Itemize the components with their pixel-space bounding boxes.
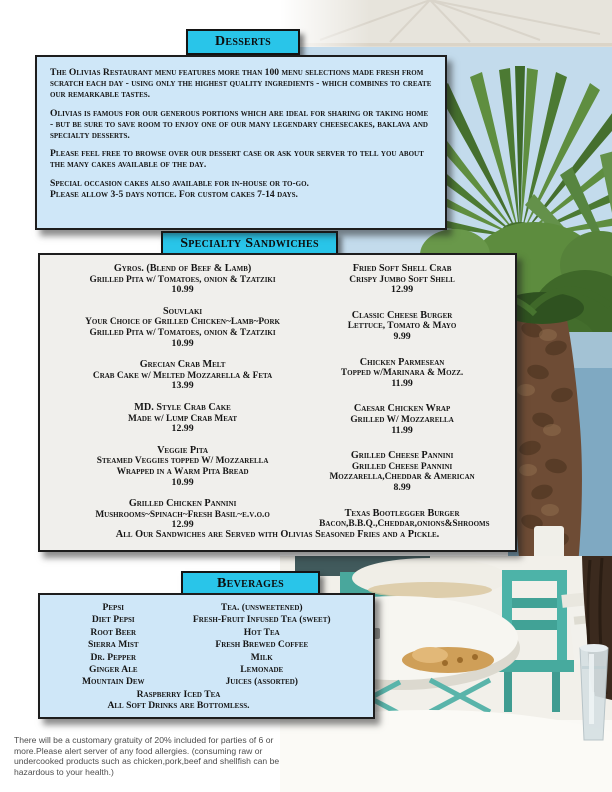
item-desc: Crispy Jumbo Soft Shell xyxy=(349,274,455,285)
item-price: 11.99 xyxy=(391,424,413,436)
desserts-panel xyxy=(35,55,447,230)
item-desc: Grilled W/ Mozzarella xyxy=(350,414,454,425)
item-name: Caesar Chicken Wrap xyxy=(353,403,451,415)
sandwiches-left-column xyxy=(46,264,319,545)
item-name: Texas Bootlegger Burger xyxy=(344,507,460,519)
item-desc: Grilled Pita w/ Tomatoes, onion & Tzatziki xyxy=(89,327,276,338)
desserts-paragraph: Please feel free to browse over our dessert case or ask your server to tell you about the many cakes available of the day. xyxy=(50,148,424,171)
menu-item xyxy=(46,264,319,296)
item-desc: Topped w/Marinara & Mozz. xyxy=(340,368,464,379)
beverage-item: Ginger Ale xyxy=(88,664,138,676)
menu-item xyxy=(319,451,485,493)
item-price: 11.99 xyxy=(391,377,413,389)
item-desc: Bacon,B.B.Q.,Cheddar,onions&Shrooms xyxy=(319,519,490,530)
item-price: 12.99 xyxy=(171,423,194,435)
section-header-desserts xyxy=(186,29,300,55)
menu-item xyxy=(319,264,485,296)
sandwiches-panel xyxy=(38,253,517,552)
item-name: Classic Cheese Burger xyxy=(351,309,453,321)
menu-item xyxy=(319,311,485,343)
section-title: Specialty Sandwiches xyxy=(180,236,319,251)
item-price: 8.99 xyxy=(393,481,411,493)
menu-item xyxy=(46,403,319,435)
sandwiches-right-column xyxy=(319,264,509,545)
desserts-paragraph: Olivias is famous for our generous portions which are ideal for sharing or taking home - but be sure to save room to enjoy one of our many legendary cheesecakes, baklava and specialty desserts. xyxy=(50,107,429,141)
item-desc: Lettuce, Tomato & Mayo xyxy=(347,321,457,332)
beverage-item: Mountain Dew xyxy=(81,676,145,688)
item-desc: Mozzarella,Cheddar & American xyxy=(329,472,475,483)
beverage-item: Sierra Mist xyxy=(87,639,139,651)
item-name: Fried Soft Shell Crab xyxy=(352,263,452,274)
item-desc: Crab Cake w/ Melted Mozzarella & Feta xyxy=(92,370,273,381)
menu-item xyxy=(319,404,485,436)
beverage-item: Fresh Brewed Coffee xyxy=(215,639,309,651)
item-desc: Mushrooms~Spinach~Fresh Basil~e.v.o.o xyxy=(95,509,270,520)
gratuity-disclaimer: There will be a customary gratuity of 20% included for parties of 6 or more.Please alert server of any food allergies. (consuming raw or undercooked products such as chicken,pork,beef and shellfish can be hazardous to your health.) xyxy=(14,735,280,777)
menu-item xyxy=(319,358,485,390)
beverage-item: Raspberry Iced Tea xyxy=(136,688,221,700)
beverage-item: Hot Tea xyxy=(243,626,280,638)
item-desc: Steamed Veggies topped W/ Mozzarella xyxy=(96,456,269,467)
item-name: Gyros. (Blend of Beef & Lamb) xyxy=(113,263,252,274)
beverage-item: Lemonade xyxy=(240,664,284,676)
item-price: 13.99 xyxy=(171,380,194,392)
beverage-item: Pepsi xyxy=(102,602,124,613)
beverage-item: Tea. (unsweetened) xyxy=(220,602,303,613)
item-name: Veggie Pita xyxy=(157,444,209,456)
menu-item xyxy=(319,507,490,530)
menu-item xyxy=(46,360,319,392)
sandwiches-footer: All Our Sandwiches are Served with Olivias Seasoned Fries and a Pickle. xyxy=(115,529,440,540)
item-price: 9.99 xyxy=(393,330,411,342)
beverage-item: Dr. Pepper xyxy=(90,651,137,663)
beverage-item: Fresh-Fruit Infused Tea (sweet) xyxy=(192,614,331,626)
item-desc: Made w/ Lump Crab Meat xyxy=(128,413,238,424)
item-name: MD. Style Crab Cake xyxy=(134,401,231,413)
beverages-left-column xyxy=(40,602,187,689)
section-title: Desserts xyxy=(214,34,272,49)
item-desc: Grilled Pita w/ Tomatoes, onion & Tzatziki xyxy=(89,274,276,285)
item-desc: Grilled Cheese Pannini xyxy=(351,461,453,472)
desserts-paragraph: Please allow 3-5 days notice. For custom cakes 7-14 days. xyxy=(50,189,298,201)
desserts-paragraph: Special occasion cakes also available for in-house or to-go. xyxy=(50,178,309,190)
item-name: Grilled Chicken Pannini xyxy=(128,498,237,510)
beverages-footer-note: All Soft Drinks are Bottomless. xyxy=(107,700,250,712)
beverage-item: Juices (assorted) xyxy=(225,676,298,688)
item-price: 12.99 xyxy=(391,284,414,296)
menu-item xyxy=(46,499,319,531)
beverage-item: Milk xyxy=(250,651,273,663)
item-name: Grilled Cheese Pannini xyxy=(350,450,454,462)
item-name: Chicken Parmesean xyxy=(359,356,445,368)
item-price: 10.99 xyxy=(171,337,194,349)
section-title: Beverages xyxy=(216,576,285,591)
beverages-right-column xyxy=(187,602,373,689)
item-price: 10.99 xyxy=(171,476,194,488)
item-name: Grecian Crab Melt xyxy=(139,359,226,371)
menu-item xyxy=(46,307,319,349)
item-desc: Wrapped in a Warm Pita Bread xyxy=(116,466,249,477)
item-desc: Your Choice of Grilled Chicken~Lamb~Pork xyxy=(85,317,280,328)
beverage-item: Diet Pepsi xyxy=(91,614,135,626)
item-price: 10.99 xyxy=(171,284,194,296)
beverages-panel xyxy=(38,593,375,719)
item-price: 12.99 xyxy=(171,519,194,531)
desserts-paragraph: The Olivias Restaurant menu features more than 100 menu selections made fresh from scratch each day - using only the highest quality ingredients - which combines to create our remarkable tastes. xyxy=(50,67,432,100)
beverage-item: Root Beer xyxy=(90,626,137,638)
menu-item xyxy=(46,446,319,488)
item-name: Souvlaki xyxy=(163,305,203,317)
